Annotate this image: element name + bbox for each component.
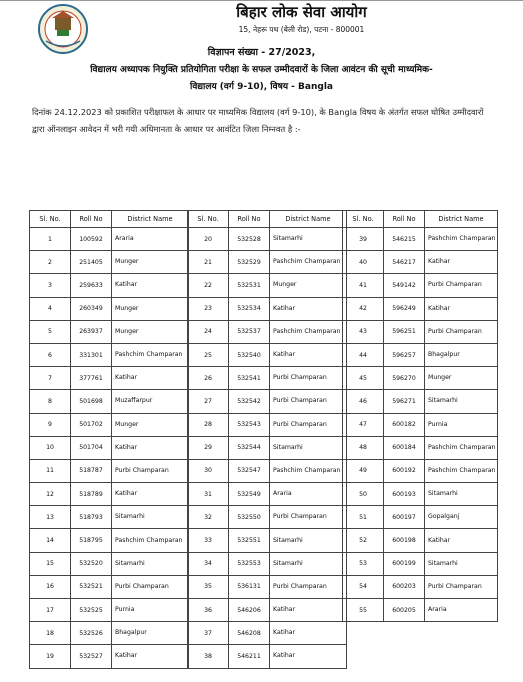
sl-no-cell: 50	[343, 483, 384, 506]
advertisement-number: विज्ञापन संख्या - 27/2023,	[207, 47, 316, 58]
roll-no-cell: 501702	[71, 413, 112, 436]
table-row	[30, 320, 189, 343]
roll-no-cell: 532540	[229, 343, 270, 366]
district-name-cell: Pashchim Champaran	[112, 343, 189, 366]
sl-no-cell: 24	[188, 320, 229, 343]
table-row	[343, 599, 498, 622]
roll-no-cell: 596270	[384, 367, 425, 390]
table-row	[343, 436, 498, 459]
district-name-cell: Katihar	[112, 483, 189, 506]
roll-no-cell: 546211	[229, 645, 270, 668]
sl-no-cell: 1	[30, 228, 71, 251]
sl-no-cell: 14	[30, 529, 71, 552]
sl-no-cell: 27	[188, 390, 229, 413]
table-row	[188, 297, 347, 320]
sl-no-cell: 23	[188, 297, 229, 320]
table-row	[343, 367, 498, 390]
table-row	[188, 343, 347, 366]
sl-no-cell: 36	[188, 599, 229, 622]
sl-no-cell: 7	[30, 367, 71, 390]
roll-no-cell: 518789	[71, 483, 112, 506]
table-row	[188, 575, 347, 598]
org-name: बिहार लोक सेवा आयोग	[236, 3, 367, 21]
district-name-cell: Purbi Champaran	[270, 413, 347, 436]
district-name-cell: Katihar	[270, 645, 347, 668]
notice-title-line1: विद्यालय अध्यापक नियुक्ति प्रतियोगिता परीक्षा के सफल उम्मीदवारों के जिला आवंटन की सूची माध्यमिक-	[90, 65, 433, 75]
allocation-table-2	[187, 210, 347, 669]
table-row	[343, 459, 498, 482]
district-name-cell: Sitamarhi	[270, 529, 347, 552]
roll-no-cell: 100592	[71, 228, 112, 251]
district-name-cell: Araria	[425, 599, 498, 622]
sl-no-cell: 55	[343, 599, 384, 622]
district-name-cell: Sitamarhi	[270, 552, 347, 575]
table-row	[188, 506, 347, 529]
roll-no-cell: 532531	[229, 274, 270, 297]
sl-no-cell: 47	[343, 413, 384, 436]
roll-no-cell: 600203	[384, 575, 425, 598]
table-row	[30, 274, 189, 297]
table-row	[188, 645, 347, 668]
table-row	[30, 413, 189, 436]
roll-no-cell: 532528	[229, 228, 270, 251]
sl-no-cell: 52	[343, 529, 384, 552]
district-name-cell: Araria	[112, 228, 189, 251]
table-row	[188, 459, 347, 482]
roll-no-cell: 532544	[229, 436, 270, 459]
roll-no-cell: 532529	[229, 251, 270, 274]
table-row	[188, 274, 347, 297]
district-name-cell: Pashchim Champaran	[270, 459, 347, 482]
district-name-cell: Katihar	[425, 297, 498, 320]
district-name-cell: Pashchim Champaran	[270, 320, 347, 343]
table-row	[188, 483, 347, 506]
roll-no-cell: 331301	[71, 343, 112, 366]
district-name-cell: Purbi Champaran	[270, 390, 347, 413]
table-row	[188, 622, 347, 645]
table-row	[30, 390, 189, 413]
district-name-cell: Pashchim Champaran	[270, 251, 347, 274]
district-name-cell: Pashchim Champaran	[425, 228, 498, 251]
sl-no-cell: 8	[30, 390, 71, 413]
table-row	[188, 529, 347, 552]
roll-no-cell: 532542	[229, 390, 270, 413]
district-name-cell: Purbi Champaran	[112, 459, 189, 482]
table-row	[343, 251, 498, 274]
intro-paragraph: दिनांक 24.12.2023 को प्रकाशित परीक्षाफल के आधार पर माध्यमिक विद्यालय (वर्ग 9-10), के Bangla विषय के अंतर्गत सफल घोषित उम्मीदवारों द्वारा ऑनलाइन आवेदन में भरी गयी अधिमानता के आधार पर आवंटित जिला निम्नवत है :-	[32, 107, 484, 134]
district-name-cell: Munger	[270, 274, 347, 297]
roll-no-cell: 549142	[384, 274, 425, 297]
sl-no-cell: 3	[30, 274, 71, 297]
table-row	[188, 251, 347, 274]
roll-no-cell: 518787	[71, 459, 112, 482]
district-name-cell: Munger	[112, 297, 189, 320]
table-row	[30, 483, 189, 506]
roll-no-cell: 251405	[71, 251, 112, 274]
sl-no-cell: 34	[188, 552, 229, 575]
sl-no-cell: 30	[188, 459, 229, 482]
table-row	[30, 436, 189, 459]
sl-no-cell: 6	[30, 343, 71, 366]
table-row	[343, 297, 498, 320]
header-sl-no: Sl. No.	[343, 211, 384, 228]
sl-no-cell: 16	[30, 575, 71, 598]
table-row	[343, 320, 498, 343]
sl-no-cell: 2	[30, 251, 71, 274]
roll-no-cell: 532551	[229, 529, 270, 552]
header-district-name: District Name	[270, 211, 347, 228]
sl-no-cell: 9	[30, 413, 71, 436]
org-address: 15, नेहरू पथ (बेली रोड), पटना - 800001	[238, 25, 365, 34]
table-row	[343, 575, 498, 598]
roll-no-cell: 536131	[229, 575, 270, 598]
roll-no-cell: 518793	[71, 506, 112, 529]
sl-no-cell: 38	[188, 645, 229, 668]
district-name-cell: Katihar	[270, 622, 347, 645]
roll-no-cell: 600184	[384, 436, 425, 459]
sl-no-cell: 49	[343, 459, 384, 482]
sl-no-cell: 46	[343, 390, 384, 413]
roll-no-cell: 596257	[384, 343, 425, 366]
sl-no-cell: 39	[343, 228, 384, 251]
roll-no-cell: 532549	[229, 483, 270, 506]
district-name-cell: Purbi Champaran	[270, 506, 347, 529]
roll-no-cell: 377761	[71, 367, 112, 390]
table-row	[30, 459, 189, 482]
table-row	[30, 622, 189, 645]
sl-no-cell: 12	[30, 483, 71, 506]
district-name-cell: Purnia	[425, 413, 498, 436]
table-row	[30, 228, 189, 251]
roll-no-cell: 532527	[71, 645, 112, 668]
roll-no-cell: 501704	[71, 436, 112, 459]
table-row	[343, 274, 498, 297]
roll-no-cell: 532525	[71, 599, 112, 622]
roll-no-cell: 546215	[384, 228, 425, 251]
table-row	[30, 297, 189, 320]
table-row	[343, 552, 498, 575]
district-name-cell: Munger	[112, 413, 189, 436]
sl-no-cell: 18	[30, 622, 71, 645]
district-name-cell: Purbi Champaran	[425, 320, 498, 343]
sl-no-cell: 41	[343, 274, 384, 297]
roll-no-cell: 600198	[384, 529, 425, 552]
district-name-cell: Katihar	[112, 367, 189, 390]
header-roll-no: Roll No	[384, 211, 425, 228]
district-name-cell: Munger	[425, 367, 498, 390]
sl-no-cell: 15	[30, 552, 71, 575]
roll-no-cell: 546206	[229, 599, 270, 622]
district-name-cell: Bhagalpur	[425, 343, 498, 366]
table-row	[30, 645, 189, 668]
district-name-cell: Munger	[112, 320, 189, 343]
sl-no-cell: 17	[30, 599, 71, 622]
roll-no-cell: 596251	[384, 320, 425, 343]
sl-no-cell: 40	[343, 251, 384, 274]
district-name-cell: Muzaffarpur	[112, 390, 189, 413]
sl-no-cell: 43	[343, 320, 384, 343]
sl-no-cell: 28	[188, 413, 229, 436]
roll-no-cell: 501698	[71, 390, 112, 413]
header-roll-no: Roll No	[229, 211, 270, 228]
table-row	[343, 228, 498, 251]
roll-no-cell: 600182	[384, 413, 425, 436]
roll-no-cell: 546217	[384, 251, 425, 274]
sl-no-cell: 11	[30, 459, 71, 482]
district-name-cell: Purbi Champaran	[270, 575, 347, 598]
table-row	[30, 506, 189, 529]
roll-no-cell: 600197	[384, 506, 425, 529]
roll-no-cell: 600199	[384, 552, 425, 575]
roll-no-cell: 600193	[384, 483, 425, 506]
notice-title-line2: विद्यालय (वर्ग 9-10), विषय - Bangla	[190, 82, 333, 92]
roll-no-cell: 532550	[229, 506, 270, 529]
table-row	[188, 228, 347, 251]
roll-no-cell: 259633	[71, 274, 112, 297]
table-row	[30, 343, 189, 366]
allocation-table-1	[29, 210, 189, 669]
district-name-cell: Purbi Champaran	[112, 575, 189, 598]
table-row	[188, 413, 347, 436]
district-name-cell: Purbi Champaran	[425, 274, 498, 297]
roll-no-cell: 260349	[71, 297, 112, 320]
roll-no-cell: 532534	[229, 297, 270, 320]
sl-no-cell: 19	[30, 645, 71, 668]
sl-no-cell: 33	[188, 529, 229, 552]
district-name-cell: Sitamarhi	[425, 483, 498, 506]
table-row	[188, 436, 347, 459]
header-roll-no: Roll No	[71, 211, 112, 228]
sl-no-cell: 44	[343, 343, 384, 366]
header-sl-no: Sl. No.	[30, 211, 71, 228]
table-row	[188, 552, 347, 575]
table-row	[30, 529, 189, 552]
sl-no-cell: 25	[188, 343, 229, 366]
table-row	[343, 506, 498, 529]
sl-no-cell: 20	[188, 228, 229, 251]
sl-no-cell: 29	[188, 436, 229, 459]
district-name-cell: Katihar	[270, 343, 347, 366]
district-name-cell: Sitamarhi	[425, 552, 498, 575]
table-row	[188, 367, 347, 390]
table-row	[188, 599, 347, 622]
roll-no-cell: 600205	[384, 599, 425, 622]
district-name-cell: Katihar	[270, 599, 347, 622]
table-row	[30, 367, 189, 390]
district-name-cell: Sitamarhi	[270, 436, 347, 459]
top-border	[0, 0, 523, 1]
sl-no-cell: 35	[188, 575, 229, 598]
district-name-cell: Gopalganj	[425, 506, 498, 529]
district-name-cell: Pashchim Champaran	[112, 529, 189, 552]
table-row	[30, 251, 189, 274]
allocation-table-3	[342, 210, 498, 622]
district-name-cell: Sitamarhi	[112, 552, 189, 575]
sl-no-cell: 21	[188, 251, 229, 274]
table-row	[343, 413, 498, 436]
sl-no-cell: 10	[30, 436, 71, 459]
table-row	[343, 343, 498, 366]
sl-no-cell: 53	[343, 552, 384, 575]
roll-no-cell: 596271	[384, 390, 425, 413]
sl-no-cell: 54	[343, 575, 384, 598]
table-row	[30, 599, 189, 622]
roll-no-cell: 518795	[71, 529, 112, 552]
district-name-cell: Sitamarhi	[112, 506, 189, 529]
roll-no-cell: 532553	[229, 552, 270, 575]
roll-no-cell: 532520	[71, 552, 112, 575]
district-name-cell: Sitamarhi	[270, 228, 347, 251]
district-name-cell: Katihar	[112, 645, 189, 668]
table-row	[343, 529, 498, 552]
district-name-cell: Munger	[112, 251, 189, 274]
roll-no-cell: 532547	[229, 459, 270, 482]
header-district-name: District Name	[425, 211, 498, 228]
roll-no-cell: 532543	[229, 413, 270, 436]
sl-no-cell: 22	[188, 274, 229, 297]
table-row	[343, 390, 498, 413]
district-name-cell: Bhagalpur	[112, 622, 189, 645]
district-name-cell: Katihar	[112, 274, 189, 297]
sl-no-cell: 51	[343, 506, 384, 529]
sl-no-cell: 5	[30, 320, 71, 343]
table-row	[188, 390, 347, 413]
header-district-name: District Name	[112, 211, 189, 228]
sl-no-cell: 45	[343, 367, 384, 390]
roll-no-cell: 532541	[229, 367, 270, 390]
sl-no-cell: 4	[30, 297, 71, 320]
sl-no-cell: 37	[188, 622, 229, 645]
sl-no-cell: 13	[30, 506, 71, 529]
district-name-cell: Pashchim Champaran	[425, 459, 498, 482]
roll-no-cell: 596249	[384, 297, 425, 320]
table-row	[188, 320, 347, 343]
roll-no-cell: 600192	[384, 459, 425, 482]
table-row	[30, 552, 189, 575]
district-name-cell: Katihar	[425, 529, 498, 552]
district-name-cell: Purnia	[112, 599, 189, 622]
roll-no-cell: 263937	[71, 320, 112, 343]
roll-no-cell: 546208	[229, 622, 270, 645]
district-name-cell: Purbi Champaran	[425, 575, 498, 598]
district-name-cell: Pashchim Champaran	[425, 436, 498, 459]
district-name-cell: Katihar	[270, 297, 347, 320]
table-row	[30, 575, 189, 598]
header-sl-no: Sl. No.	[188, 211, 229, 228]
sl-no-cell: 48	[343, 436, 384, 459]
roll-no-cell: 532526	[71, 622, 112, 645]
sl-no-cell: 26	[188, 367, 229, 390]
sl-no-cell: 31	[188, 483, 229, 506]
sl-no-cell: 42	[343, 297, 384, 320]
roll-no-cell: 532521	[71, 575, 112, 598]
table-row	[343, 483, 498, 506]
district-name-cell: Sitamarhi	[425, 390, 498, 413]
district-name-cell: Purbi Champaran	[270, 367, 347, 390]
district-name-cell: Katihar	[112, 436, 189, 459]
district-name-cell: Araria	[270, 483, 347, 506]
roll-no-cell: 532537	[229, 320, 270, 343]
district-name-cell: Katihar	[425, 251, 498, 274]
sl-no-cell: 32	[188, 506, 229, 529]
